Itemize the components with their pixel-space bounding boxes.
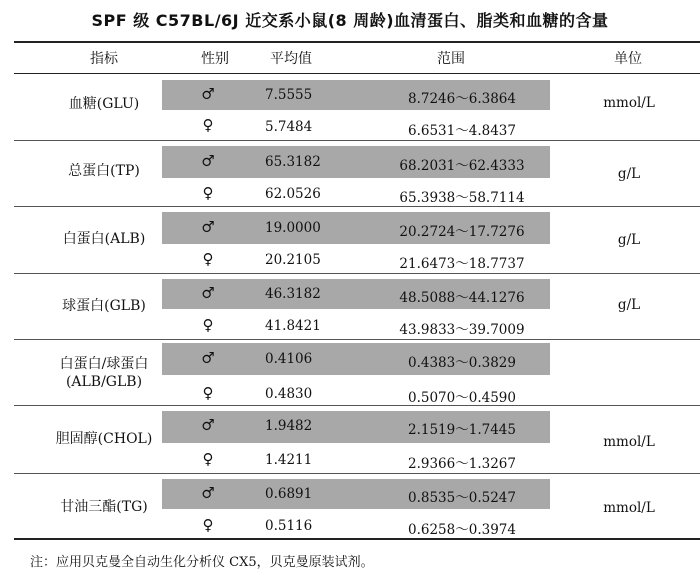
male-mean: 65.3182 xyxy=(265,154,321,170)
male-range: 0.8535～0.5247 xyxy=(408,490,516,506)
male-mean: 0.6891 xyxy=(265,486,313,502)
unit-label: g/L xyxy=(617,232,641,248)
indicator-name: 胆固醇(CHOL) xyxy=(55,431,153,447)
female-symbol: ♀ xyxy=(202,516,214,534)
table-title: SPF 级 C57BL/6J 近交系小鼠(8 周龄)血清蛋白、脂类和血糖的含量 xyxy=(91,11,609,30)
male-range: 0.4383～0.3829 xyxy=(408,355,516,371)
indicator-name-line1: 白蛋白/球蛋白 xyxy=(59,356,149,372)
unit-label: g/L xyxy=(617,166,641,182)
female-range: 0.5070～0.4590 xyxy=(408,390,516,406)
header-mean: 平均值 xyxy=(270,51,312,67)
indicator-name: 甘油三酯(TG) xyxy=(60,499,148,515)
unit-label: g/L xyxy=(617,297,641,313)
male-range: 68.2031～62.4333 xyxy=(399,158,525,174)
female-symbol: ♀ xyxy=(202,316,214,334)
male-symbol: ♂ xyxy=(201,416,215,434)
female-range: 0.6258～0.3974 xyxy=(408,522,516,538)
header-range: 范围 xyxy=(437,51,465,67)
male-range: 20.2724～17.7276 xyxy=(399,224,525,240)
female-range: 6.6531～4.8437 xyxy=(408,123,516,139)
male-mean: 1.9482 xyxy=(265,418,313,434)
bottom-rule xyxy=(14,538,700,540)
female-mean: 0.4830 xyxy=(265,386,313,402)
row-separator xyxy=(14,405,700,406)
female-symbol: ♀ xyxy=(202,116,214,134)
female-range: 65.3938～58.7114 xyxy=(399,190,525,206)
male-mean: 46.3182 xyxy=(265,286,321,302)
female-range: 2.9366～1.3267 xyxy=(408,456,516,472)
unit-label: mmol/L xyxy=(603,95,655,111)
header-unit: 单位 xyxy=(614,51,642,67)
female-mean: 62.0526 xyxy=(265,186,321,202)
male-symbol: ♂ xyxy=(201,284,215,302)
indicator-name: 总蛋白(TP) xyxy=(68,163,140,179)
male-symbol: ♂ xyxy=(201,218,215,236)
male-mean: 19.0000 xyxy=(265,220,321,236)
female-mean: 0.5116 xyxy=(265,518,313,534)
row-separator xyxy=(14,140,700,141)
header-rule xyxy=(14,73,700,74)
female-mean: 5.7484 xyxy=(265,119,313,135)
row-separator xyxy=(14,339,700,340)
male-mean: 7.5555 xyxy=(265,87,313,103)
indicator-name: 白蛋白(ALB) xyxy=(62,231,146,247)
female-mean: 20.2105 xyxy=(265,252,321,268)
male-symbol: ♂ xyxy=(201,85,215,103)
male-mean: 0.4106 xyxy=(265,351,313,367)
female-symbol: ♀ xyxy=(202,450,214,468)
row-separator xyxy=(14,206,700,207)
male-range: 48.5088～44.1276 xyxy=(399,290,525,306)
male-range: 8.7246～6.3864 xyxy=(408,91,516,107)
female-mean: 41.8421 xyxy=(265,318,321,334)
male-symbol: ♂ xyxy=(201,484,215,502)
female-mean: 1.4211 xyxy=(265,452,313,468)
indicator-name: 球蛋白(GLB) xyxy=(62,298,146,314)
male-symbol: ♂ xyxy=(201,152,215,170)
unit-label: mmol/L xyxy=(603,500,655,516)
table-footnote: 注：应用贝克曼全自动生化分析仪 CX5，贝克曼原装试剂。 xyxy=(30,555,374,570)
indicator-name xyxy=(14,355,194,391)
indicator-name: 血糖(GLU) xyxy=(68,96,140,112)
female-symbol: ♀ xyxy=(202,250,214,268)
row-separator xyxy=(14,473,700,474)
header-indicator: 指标 xyxy=(90,51,118,67)
female-range: 43.9833～39.7009 xyxy=(399,322,525,338)
male-symbol: ♂ xyxy=(201,349,215,367)
indicator-name-line2: (ALB/GLB) xyxy=(65,374,143,390)
header-sex: 性别 xyxy=(201,51,229,67)
female-symbol: ♀ xyxy=(202,384,214,402)
table-header xyxy=(14,43,700,73)
row-separator xyxy=(14,273,700,274)
female-range: 21.6473～18.7737 xyxy=(399,256,525,272)
female-symbol: ♀ xyxy=(202,184,214,202)
unit-label: mmol/L xyxy=(603,434,655,450)
male-range: 2.1519～1.7445 xyxy=(408,422,516,438)
